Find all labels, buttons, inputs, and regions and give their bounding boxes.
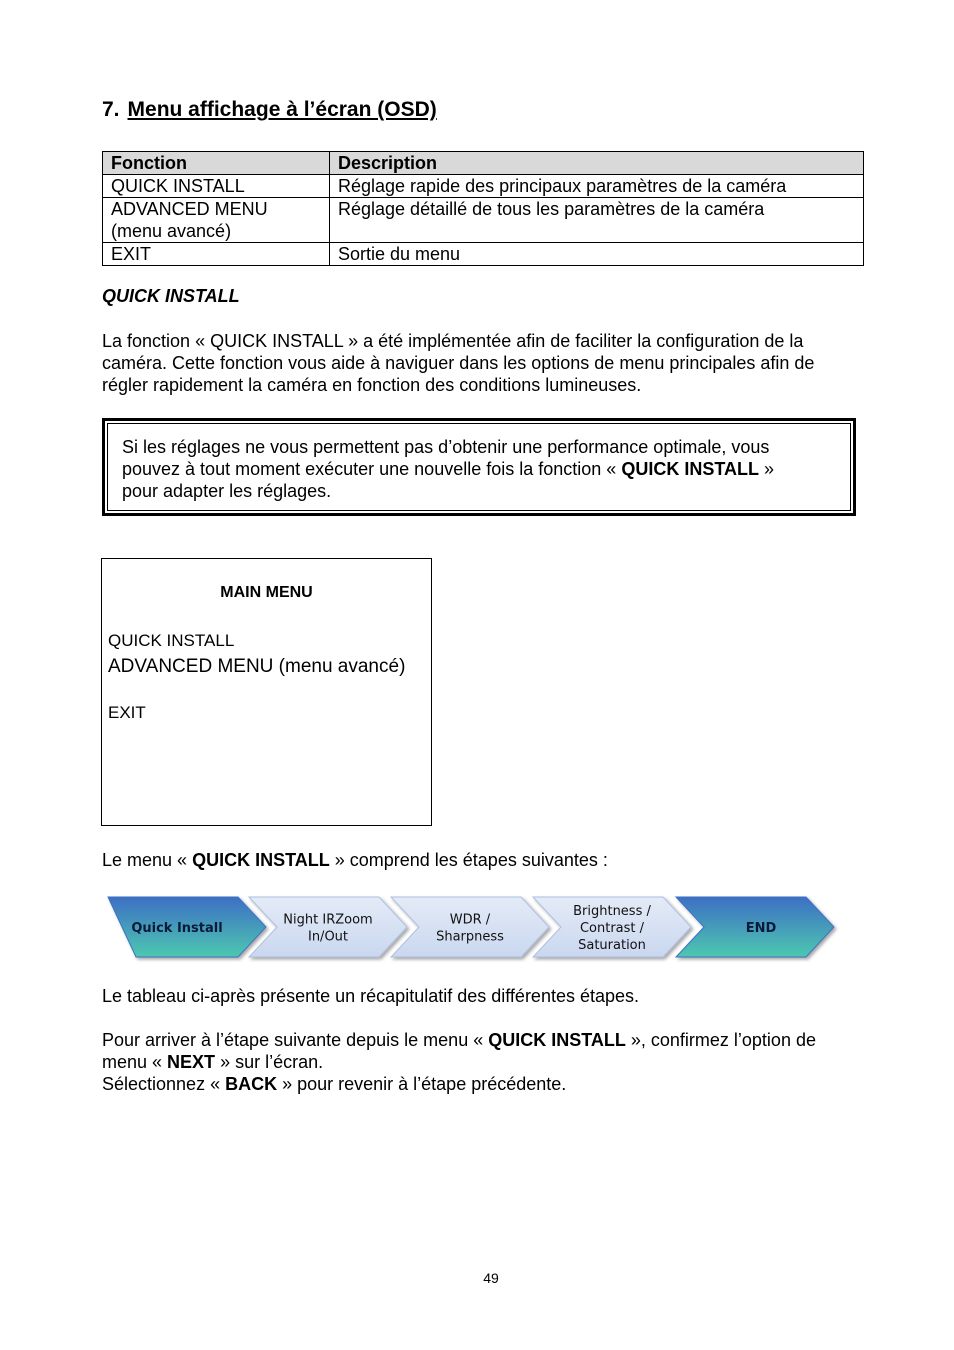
page-number: 49 [483,1270,499,1286]
table-cell: ADVANCED MENU (menu avancé) [103,198,330,243]
back-text: Sélectionnez « [102,1074,226,1094]
main-menu-screen [101,558,432,826]
intro-line: caméra. Cette fonction vous aide à naviguer dans les options de menu principales afin de [102,353,815,373]
table-cell: EXIT [103,243,330,266]
table-cell: Réglage rapide des principaux paramètres de la caméra [330,175,864,198]
note-box [102,418,856,516]
summary-paragraph: Le tableau ci-après présente un récapitulatif des différentes étapes. [102,986,640,1006]
flow-diagram [102,893,842,963]
note-line: pour adapter les réglages. [122,481,332,501]
back-text: » pour revenir à l’étape précédente. [277,1074,567,1094]
note-line: Si les réglages ne vous permettent pas d’obtenir une performance optimale, vous [122,437,770,457]
table-row [103,198,864,243]
next-text: Pour arriver à l’étape suivante depuis le menu « [102,1030,489,1050]
flow-step-night-irzoom-label: Night IRZoom [283,912,373,928]
table-row [103,243,864,266]
flow-step-brightness-contrast-saturation-label: Saturation [578,938,646,953]
table-header-row [103,152,864,175]
next-line [102,1029,872,1051]
next-text: », confirmez l’option de [625,1030,816,1050]
menu-item-quick-install[interactable]: QUICK INSTALL [108,631,235,650]
intro-line: régler rapidement la caméra en fonction des conditions lumineuses. [102,375,642,395]
flow-step-wdr-sharpness-label: WDR / [449,912,491,928]
flow-step-wdr-sharpness-label: Sharpness [436,929,504,945]
note-bold: QUICK INSTALL [621,459,759,479]
flow-step-end-label: END [745,921,777,936]
intro-paragraph [102,330,872,396]
section-title: Menu affichage à l’écran (OSD) [127,98,437,121]
table-header-cell: Fonction [103,152,330,175]
next-bold: QUICK INSTALL [488,1030,626,1050]
function-table [102,151,864,266]
intro-line: La fonction « QUICK INSTALL » a été implémentée afin de faciliter la configuration de la [102,331,804,351]
steps-sentence [102,849,872,871]
back-bold: BACK [225,1074,278,1094]
flow-step-brightness-contrast-saturation-label: Brightness / [573,904,651,919]
menu-item-exit[interactable]: EXIT [108,703,146,722]
table-cell: Réglage détaillé de tous les paramètres de la caméra [330,198,864,243]
table-cell: Sortie du menu [330,243,864,266]
next-back-paragraph [102,1029,872,1095]
flow-step-brightness-contrast-saturation-label: Contrast / [579,921,645,936]
main-menu-title: MAIN MENU [220,584,313,601]
steps-bold: QUICK INSTALL [192,850,330,870]
table-cell: QUICK INSTALL [103,175,330,198]
subheading: QUICK INSTALL [102,286,240,306]
next-text: » sur l’écran. [215,1052,324,1072]
note-line [122,458,836,480]
quick-install-flow [102,893,842,963]
section-heading [102,98,437,122]
section-number: 7. [102,98,120,121]
menu-item-advanced-menu[interactable]: ADVANCED MENU (menu avancé) [108,656,406,677]
steps-text: » comprend les étapes suivantes : [329,850,608,870]
next-text: menu « [102,1052,168,1072]
note-content [107,423,851,511]
flow-step-night-irzoom-label: In/Out [307,929,349,945]
back-line [102,1073,872,1095]
steps-text: Le menu « [102,850,193,870]
next-line [102,1051,872,1073]
table-row [103,175,864,198]
note-text: » [758,459,774,479]
next-bold: NEXT [167,1052,216,1072]
flow-step-quick-install-label: Quick Install [131,921,223,936]
table-header-cell: Description [330,152,864,175]
note-text: pouvez à tout moment exécuter une nouvelle fois la fonction « [122,459,622,479]
